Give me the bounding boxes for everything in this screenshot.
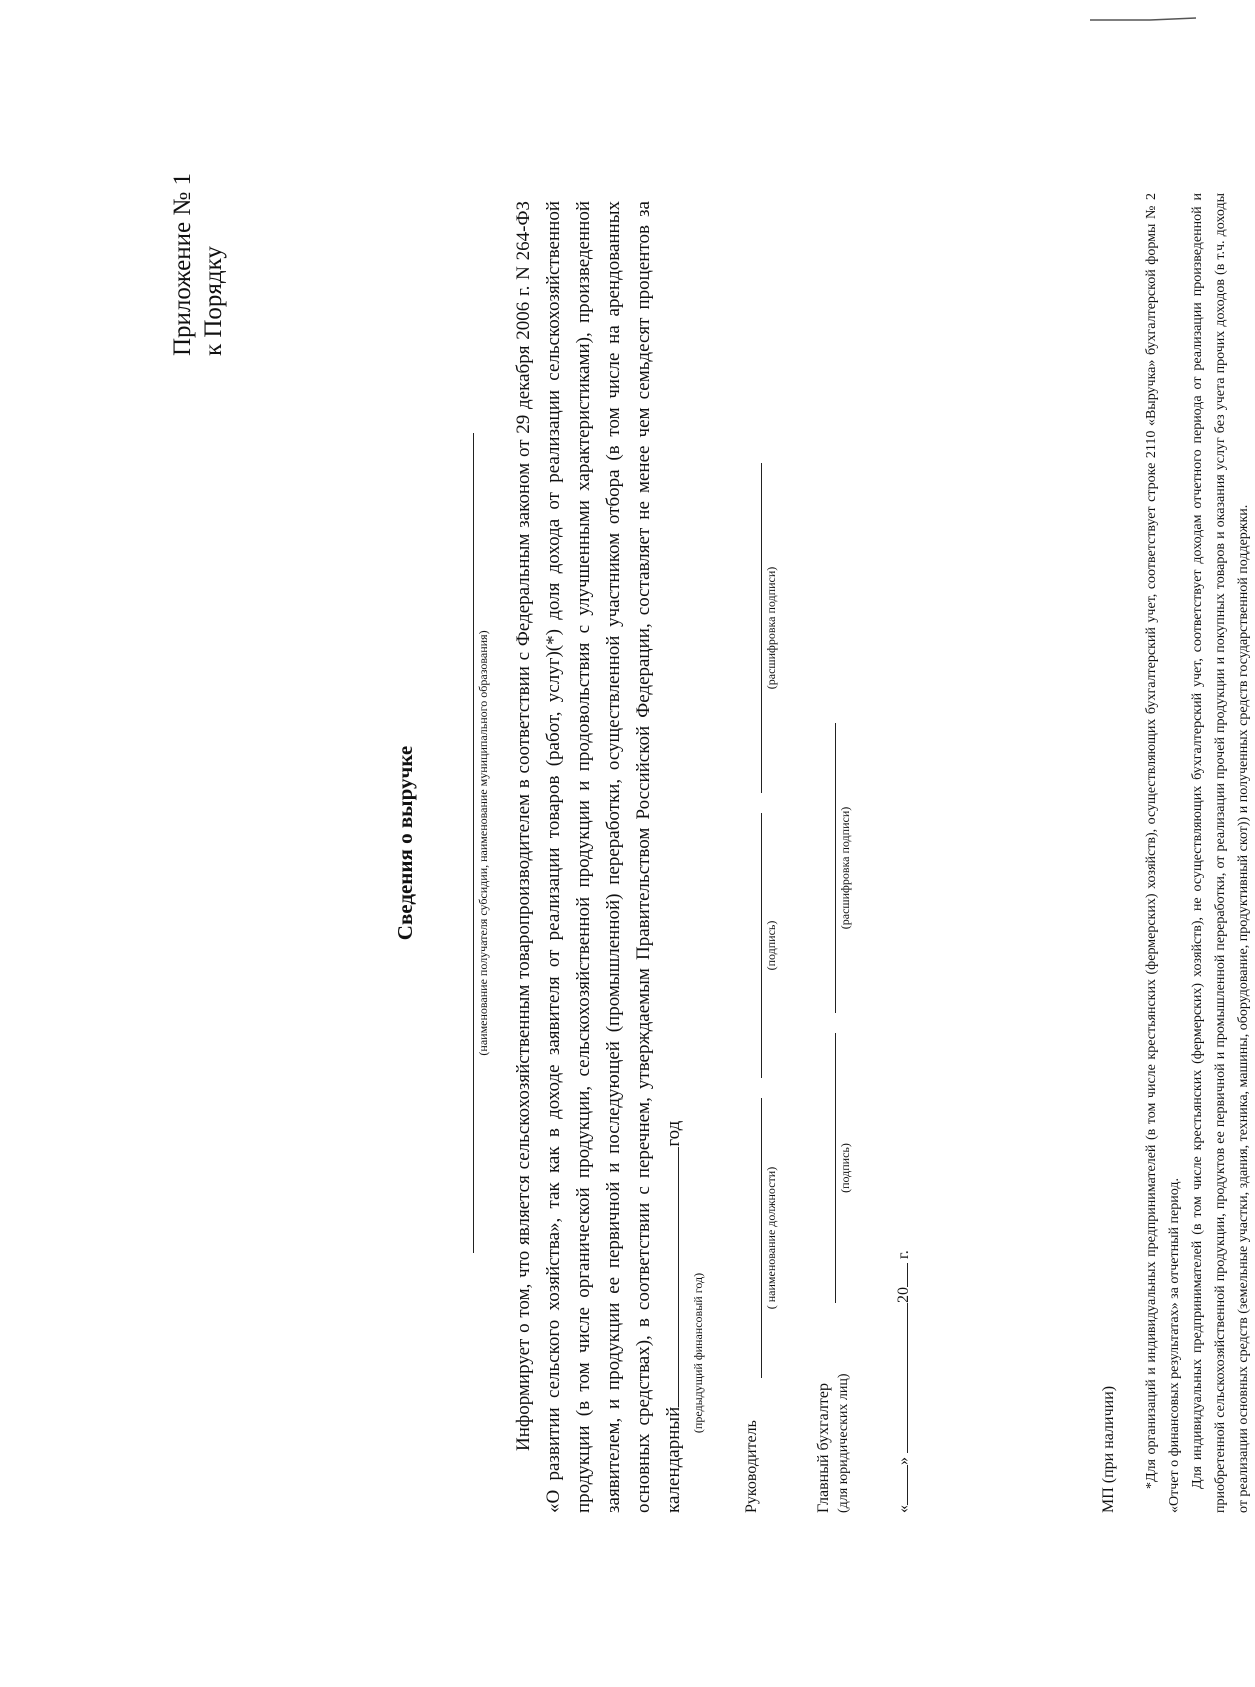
appendix-order-ref: к Порядку	[200, 246, 227, 357]
year-blank-short	[895, 1263, 908, 1287]
accountant-decode-line	[835, 723, 836, 1013]
head-signature-line	[761, 813, 762, 1078]
pen-stroke-mark	[1080, 0, 1200, 35]
document-title: Сведения о выручке	[393, 745, 417, 941]
accountant-sublabel: (для юридических лиц)	[836, 1373, 851, 1513]
accountant-signature-caption: (подпись)	[838, 1143, 852, 1193]
head-label: Руководитель	[743, 1420, 760, 1513]
date-close-quote: »	[895, 1457, 912, 1465]
position-line	[761, 1098, 762, 1378]
position-caption: ( наименование должности)	[764, 1166, 778, 1310]
head-decode-caption: (расшифровка подписи)	[764, 566, 778, 690]
year-word: год	[663, 1120, 684, 1147]
year-prefix: 20	[895, 1287, 912, 1303]
accountant-label: Главный бухгалтер	[815, 1383, 832, 1513]
footnote-entrepreneurs: Для индивидуальных предпринимателей (в том числе крестьянских (фермерских) хозяйств), не осуществляющих бухгалтерский учет, соответствует доходам отчетного периода от реализации произведенной и приобретенной сельскохозяйственной продукции, продуктов ее первичной и промышленной переработки, от реализации прочей продукции и покупных товаров и оказания услуг без учета прочих доходов (в т.ч. доходы от реализации основных средств (земельные участки, здания, техника, машины, оборудование, продуктивный скот)) и полученных средств государственной поддержки.	[1190, 193, 1251, 1513]
appendix-number: Приложение № 1	[169, 173, 196, 357]
signing-date	[895, 1250, 913, 1513]
year-blank-line	[664, 1147, 679, 1407]
main-paragraph	[509, 201, 689, 1513]
accountant-signature-line	[835, 1033, 836, 1303]
day-blank-line	[895, 1465, 908, 1505]
head-signature-caption: (подпись)	[764, 920, 778, 971]
month-blank-line	[895, 1303, 908, 1453]
date-open-quote: «	[895, 1505, 912, 1513]
rotated-document-sheet	[135, 103, 1251, 1583]
footnotes	[1140, 193, 1255, 1513]
paragraph-text: Информирует о том, что является сельскохозяйственным товаропроизводителем в соответствии с Федеральным законом от 29 декабря 2006 г. N 264-ФЗ «О развитии сельского хозяйства», так как в доходе заявителя от реализации товаров (работ, услуг)(*) доля дохода от реализации сельскохозяйственной продукции (в том числе органической продукции, сельскохозяйственной продукции и продовольствия с улучшенными характеристиками), произведенной заявителем, и продукции ее первичной и последующей (промышленной) переработки, осуществленной участником отбора (в том числе на арендованных основных средствах), в соответствии с перечнем, утверждаемым Правительством Российской Федерации, составляет не менее чем семьдесят процентов за календарный	[513, 201, 684, 1513]
recipient-caption: (наименование получателя субсидии, наименование муниципального образования)	[476, 630, 490, 1056]
appendix-header	[167, 173, 229, 356]
stamp-place: МП (при наличии)	[1100, 1385, 1117, 1513]
head-decode-line	[761, 463, 762, 793]
year-caption: (предыдущий финансовый год)	[691, 1272, 705, 1434]
recipient-name-line	[473, 433, 474, 1253]
footnote-accounting: *Для организаций и индивидуальных предпринимателей (в том числе крестьянских (фермерских) хозяйств), осуществляющих бухгалтерский учет, соответствует строке 2110 «Выручка» бухгалтерской формы № 2 «Отчет о финансовых результатах» за отчетный период.	[1144, 193, 1182, 1513]
year-suffix: г.	[895, 1250, 912, 1259]
accountant-decode-caption: (расшифровка подписи)	[838, 806, 852, 930]
